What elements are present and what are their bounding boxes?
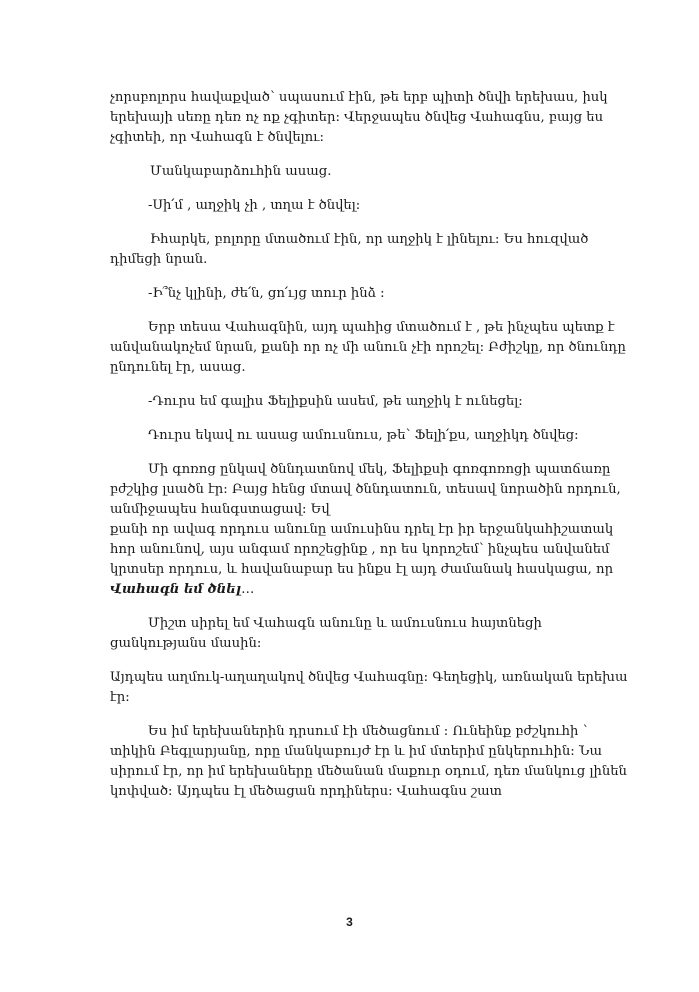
- paragraph-9: Մի գոռոց ընկավ ծննդատնով մեկ, Ֆելիքսի գոռգոռոցի պատճառը բժշկից լսածն էր։ Բայց հենց մտավ ծննդատուն, տեսավ նորածին որդուն, անմիջապես հանգստացավ։ Եվ: [110, 462, 621, 517]
- page-number: 3: [346, 915, 353, 929]
- paragraph-1: չորսբոլորս հավաքված՝ սպասում էին, թե երբ պիտի ծնվի երեխաս, իսկ երեխայի սեռը դեռ ոչ ոք չգիտեր։ Վերջապես ծնվեց Վահագնս, բայց ես չգիտեի, որ Վահագն է ծնվելու։: [110, 90, 608, 145]
- paragraph-4: Իհարկե, բոլորը մտածում էին, որ աղջիկ է լինելու։ Ես հուզված դիմեցի նրան.: [110, 232, 589, 267]
- emphasis-ellipsis: …: [241, 582, 255, 597]
- paragraph-13: Ես իմ երեխաներին դրսում էի մեծացնում ։ Ունեինք բժշկուհի ՝ տիկին Բեգլարյանը, որը մանկաբույժ էր և իմ մտերիմ ընկերուհին։ Նա սիրում էր, որ իմ երեխաները մեծանան մաքուր օդում, դեռ մանկուց լինեն կոփված։ Այդպես էլ մեծացան որդիներս։ Վահագնս շատ: [110, 724, 627, 799]
- paragraph-3: -Սի՛մ , աղջիկ չի , տղա է ծնվել։: [148, 198, 361, 213]
- paragraph-10-text: քանի որ ավագ որդուս անունը ամուսինս դրել էր իր երջանկահիշատակ հոր անունով, այս անգամ որոշեցինք , որ ես կորոշեմ՝ ինչպես անվանեմ կրտսեր որդուս, և հավանաբար ես ինքս էլ այդ ժամանակ հասկացա, որ: [110, 522, 614, 577]
- paragraph-5: -Ի՞նչ կլինի, ժե՛ն, ցո՛ւյց տուր ինձ ։: [148, 286, 385, 301]
- paragraph-6: Երբ տեսա Վահագնին, այդ պահից մտածում է , թե ինչպես պետք է անվանակոչեմ նրան, քանի որ ոչ մի անուն չէի որոշել։ Բժիշկը, որ ծնունդը ընդունել էր, ասաց.: [110, 320, 626, 375]
- paragraph-8: Դուրս եկավ ու ասաց ամուսնուս, թե՝ Ֆելի՛քս, աղջիկդ ծնվեց։: [148, 428, 579, 443]
- paragraph-10: [110, 520, 633, 600]
- paragraph-12: Այդպես աղմուկ-աղաղակով ծնվեց Վահագնը։ Գեղեցիկ, առնական երեխա էր։: [110, 670, 628, 705]
- paragraph-11: Միշտ սիրել եմ Վահագն անունը և ամուսնուս հայտնեցի ցանկությանս մասին։: [110, 616, 542, 651]
- emphasis-text: Վահագն եմ ծնել: [110, 582, 242, 597]
- paragraph-2: Մանկաբարձուհին ասաց.: [150, 164, 332, 179]
- paragraph-7: -Դուրս եմ գալիս Ֆելիքսին ասեմ, թե աղջիկ է ունեցել։: [148, 394, 523, 409]
